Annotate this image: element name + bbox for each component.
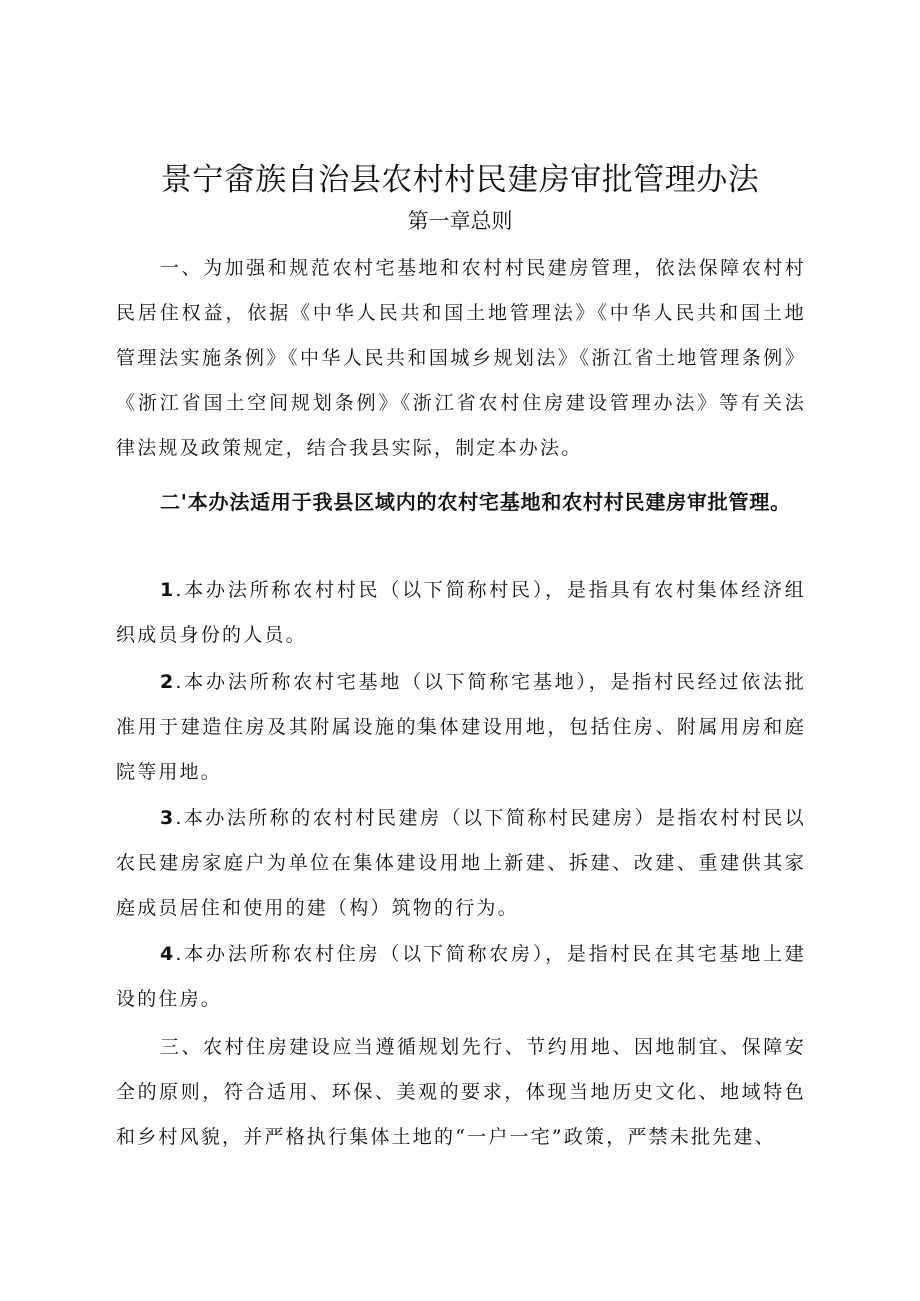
paragraph-item-1 [116, 568, 806, 658]
paragraph-item-3 [116, 796, 806, 931]
item-text: .本办法所称农村村民（以下简称村民），是指具有农村集体经济组织成员身份的人员。 [116, 579, 806, 646]
item-number: 2 [160, 671, 176, 693]
item-number: 3 [160, 807, 176, 829]
item-number: 4 [160, 943, 176, 965]
item-number: 1 [160, 579, 176, 601]
document-title: 景宁畲族自治县农村村民建房审批管理办法 [160, 162, 760, 198]
item-text: .本办法所称农村住房（以下简称农房），是指村民在其宅基地上建设的住房。 [116, 943, 806, 1010]
item-text: .本办法所称的农村村民建房（以下简称村民建房）是指农村村民以农民建房家庭户为单位在集体建设用地上新建、拆建、改建、重建供其家庭成员居住和使用的建（构）筑物的行为。 [116, 807, 806, 919]
paragraph-article-1: 一、为加强和规范农村宅基地和农村村民建房管理，依法保障农村村民居住权益，依据《中华人民共和国土地管理法》《中华人民共和国土地管理法实施条例》《中华人民共和国城乡规划法》《浙江省土地管理条例》《浙江省国土空间规划条例》《浙江省农村住房建设管理办法》等有关法律法规及政策规定，结合我县实际，制定本办法。 [116, 257, 806, 459]
item-text: .本办法所称农村宅基地（以下简称宅基地），是指村民经过依法批准用于建造住房及其附属设施的集体建设用地，包括住房、附属用房和庭院等用地。 [116, 671, 806, 783]
paragraph-article-2: 二'本办法适用于我县区域内的农村宅基地和农村村民建房审批管理。 [160, 490, 791, 514]
paragraph-item-2 [116, 660, 806, 795]
chapter-heading: 第一章总则 [407, 209, 513, 233]
paragraph-article-3: 三、农村住房建设应当遵循规划先行、节约用地、因地制宜、保障安全的原则，符合适用、环保、美观的要求，体现当地历史文化、地域特色和乡村风貌，并严格执行集体土地的“一户一宅”政策，严禁未批先建、 [116, 1036, 806, 1148]
paragraph-item-4 [116, 932, 806, 1022]
